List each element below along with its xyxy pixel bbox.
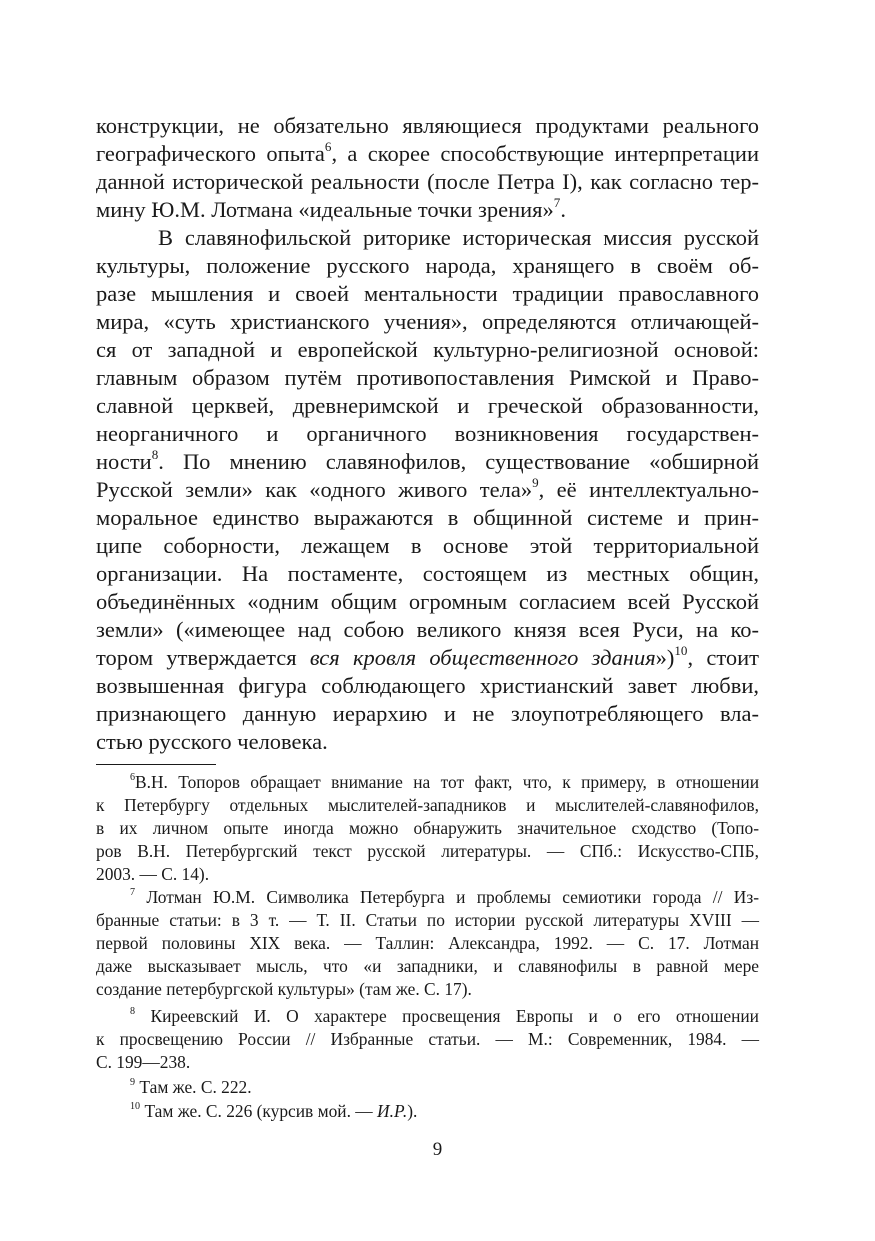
- footnote-line: даже высказывает мысль, что «и западники, и славянофилы в равной мере: [96, 956, 759, 976]
- footnote-7: $^7$ Лотман Ю.М. Символика Петербурга и проблемы семиотики города // Из-: [130, 886, 759, 907]
- text-line: объединённых «одним общим огромным согласием всей Русской: [96, 589, 759, 614]
- footnote-9: $^9$ Там же. С. 222.: [130, 1076, 252, 1097]
- footnote-8: $^8$ Киреевский И. О характере просвещения Европы и о его отношении: [130, 1005, 759, 1026]
- text-line: славной церквей, древнеримской и греческой образованности,: [96, 393, 759, 418]
- footnote-line: ров В.Н. Петербургский текст русской литературы. — СПб.: Искусство-СПБ,: [96, 841, 759, 861]
- footnote-line: создание петербургской культуры» (там же. С. 17).: [96, 979, 472, 999]
- text-line: Русской земли» как «одного живого тела»$^9$, её интеллектуально-: [96, 474, 759, 502]
- footnote-line: 2003. — С. 14).: [96, 864, 210, 884]
- text-line: организации. На постаменте, состоящем из местных общин,: [96, 561, 759, 586]
- italic-quote: вся кровля общественного здания: [309, 645, 656, 670]
- footnote-separator: [96, 764, 216, 765]
- text-line: признающего данную иерархию и не злоупотребляющего вла-: [96, 701, 759, 726]
- footnote-ref-6: 6: [324, 138, 332, 154]
- text-line: конструкции, не обязательно являющиеся продуктами реального: [96, 113, 759, 138]
- text-line: географического опыта$^6$, а скорее способствующие интерпретации: [96, 138, 759, 166]
- footnote-ref-7: 7: [553, 194, 561, 210]
- footnote-ref-10: 10: [674, 642, 688, 658]
- text-line: неорганичного и органичного возникновения государствен-: [96, 421, 759, 446]
- footnote-line: бранные статьи: в 3 т. — Т. II. Статьи по истории русской литературы XVIII —: [96, 910, 759, 930]
- footnote-line: первой половины XIX века. — Таллин: Александра, 1992. — С. 17. Лотман: [96, 933, 759, 953]
- text-line: главным образом путём противопоставления Римской и Право-: [96, 365, 759, 390]
- text-line: тором утверждается вся кровля общественного здания»)$^{10}$, стоит: [96, 642, 759, 670]
- text-line: культуры, положение русского народа, хранящего в своём об-: [96, 253, 759, 278]
- text-line: возвышенная фигура соблюдающего христианский завет любви,: [96, 673, 759, 698]
- footnote-line: С. 199—238.: [96, 1052, 191, 1072]
- footnote-line: в их личном опыте иногда можно обнаружить значительное сходство (Топо-: [96, 818, 759, 838]
- text-line: данной исторической реальности (после Петра I), как согласно тер-: [96, 169, 759, 194]
- text-line: земли» («имеющее над собою великого князя всея Руси, на ко-: [96, 617, 759, 642]
- footnote-line: к просвещению России // Избранные статьи. — М.: Современник, 1984. —: [96, 1029, 759, 1049]
- footnote-ref-9: 9: [532, 474, 539, 490]
- text-line: мира, «суть христианского учения», определяются отличающей-: [96, 309, 759, 334]
- footnote-6: $^6$В.Н. Топоров обращает внимание на тот факт, что, к примеру, в отношении: [130, 771, 759, 792]
- text-line: мину Ю.М. Лотмана «идеальные точки зрения»$^7$.: [96, 194, 566, 222]
- text-line: ся от западной и европейской культурно-религиозной основой:: [96, 337, 759, 362]
- footnote-ref-8: 8: [151, 446, 159, 462]
- page-number: 9: [432, 1139, 443, 1160]
- text-line: ности$^8$. По мнению славянофилов, существование «обширной: [96, 446, 759, 474]
- text-line: моральное единство выражаются в общинной системе и прин-: [96, 505, 759, 530]
- text-line: разе мышления и своей ментальности традиции православного: [96, 281, 759, 306]
- text-line: стью русского человека.: [96, 729, 328, 754]
- footnote-10: $^{10}$ Там же. С. 226 (курсив мой. — И.Р.).: [130, 1100, 418, 1121]
- footnote-line: к Петербургу отдельных мыслителей-западников и мыслителей-славянофилов,: [96, 795, 759, 815]
- text-line: ципе соборности, лежащем в основе этой территориальной: [96, 533, 759, 558]
- text-line: В славянофильской риторике историческая миссия русской: [158, 225, 759, 250]
